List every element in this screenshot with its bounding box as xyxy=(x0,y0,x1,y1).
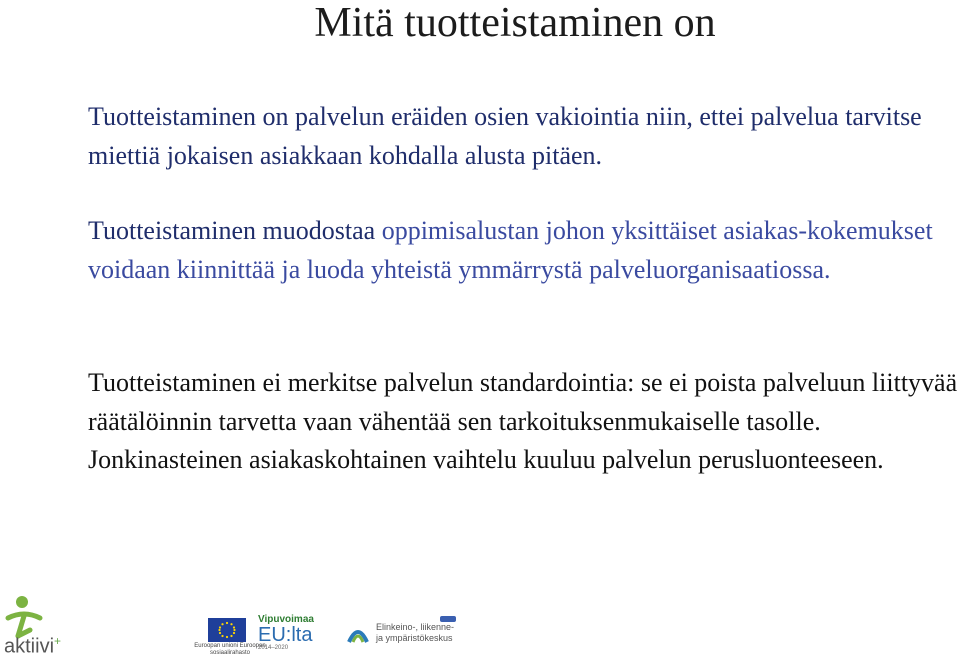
eu-lta-text: EU:lta xyxy=(258,624,313,646)
paragraph-lead-text: Tuotteistaminen muodostaa xyxy=(88,216,382,245)
paragraph-accent-text: oppimisalustan johon yksittäiset asiakas-kokemukset voidaan kiinnittää ja luoda yhteistä ymmärrystä palveluorganisaatiossa. xyxy=(88,216,933,284)
aktiivi-logo xyxy=(4,634,61,659)
eu-flag-icon xyxy=(208,618,246,642)
ely-centre-icon xyxy=(345,620,371,646)
aktiivi-wordmark: aktiivi xyxy=(4,635,55,658)
ely-centre-text: Elinkeino-, liikenne- ja ympäristökeskus xyxy=(376,622,455,643)
aktiivi-plus: + xyxy=(54,634,62,648)
ely-tag-icon xyxy=(440,616,456,622)
paragraph-definition: Tuotteistaminen on palvelun eräiden osien vakiointia niin, ettei palvelua tarvitse miettiä jokaisen asiakkaan kohdalla alusta pitäen. xyxy=(88,102,922,170)
eu-caption: Euroopan unioni Euroopan sosiaalirahasto xyxy=(194,643,266,656)
vipuvoimaa-text: Vipuvoimaa xyxy=(258,614,314,625)
paragraph-standardization: Tuotteistaminen ei merkitse palvelun standardointia: se ei poista palveluun liittyvää räätälöinnin tarvetta vaan vähentää sen tarkoituksenmukaiselle tasolle. Jonkinasteinen asiakaskohtainen vaihtelu kuuluu palvelun perusluonteeseen. xyxy=(88,368,958,474)
eu-years-text: 2014–2020 xyxy=(258,645,289,651)
slide-title: Mitä tuotteistaminen on xyxy=(314,0,716,46)
paragraph-learning-platform xyxy=(88,212,958,289)
vipuvoimaa-logo xyxy=(258,614,314,651)
